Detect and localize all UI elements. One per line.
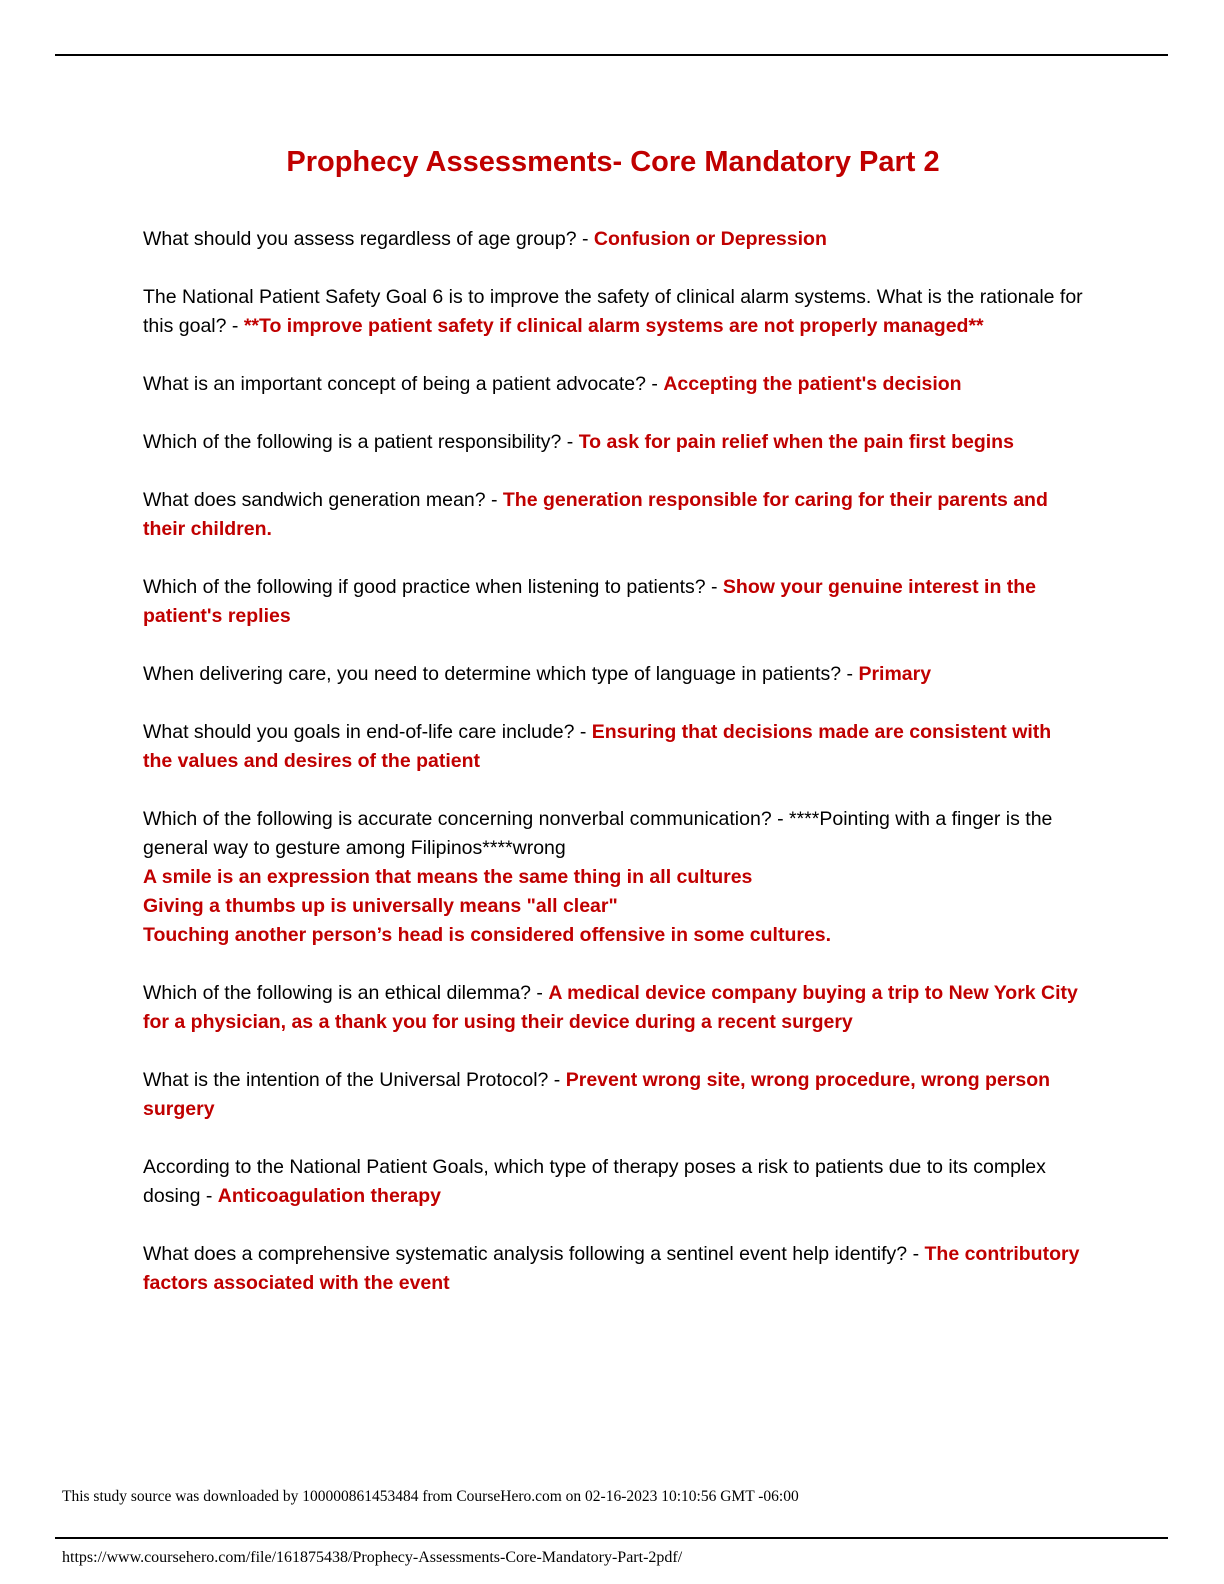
question-text: What is an important concept of being a patient advocate? - (143, 373, 664, 395)
question-text: What does sandwich generation mean? - (143, 489, 503, 511)
qa-item (143, 283, 1083, 341)
question-text: Which of the following is accurate concerning nonverbal communication? - ****Pointing with a finger is the general way to gesture among Filipinos****wrong (143, 808, 1053, 859)
footer-source-line: This study source was downloaded by 100000861453484 from CourseHero.com on 02-16-2023 10:10:56 GMT -06:00 (62, 1488, 799, 1505)
answer-text: Prevent wrong site, wrong procedure, wrong person surgery (143, 1069, 1051, 1120)
question-text: Which of the following is a patient responsibility? - (143, 431, 579, 453)
document-title: Prophecy Assessments- Core Mandatory Part 2 (286, 146, 940, 178)
qa-item (143, 428, 1083, 457)
question-text: The National Patient Safety Goal 6 is to improve the safety of clinical alarm systems. What is the rationale for this goal? - (143, 286, 1083, 337)
answer-text: To ask for pain relief when the pain first begins (578, 431, 1014, 453)
answer-text: Accepting the patient's decision (663, 373, 962, 395)
qa-item (143, 370, 1083, 399)
answer-text: Show your genuine interest in the patient's replies (143, 576, 1037, 627)
footer-url: https://www.coursehero.com/file/161875438/Prophecy-Assessments-Core-Mandatory-Part-2pdf/ (62, 1549, 683, 1566)
answer-text: **To improve patient safety if clinical alarm systems are not properly managed** (243, 315, 984, 337)
answer-text: The contributory factors associated with the event (143, 1243, 1080, 1294)
answer-line: A smile is an expression that means the same thing in all cultures (143, 866, 753, 888)
qa-item (143, 660, 1083, 689)
question-text: According to the National Patient Goals, which type of therapy poses a risk to patients due to its complex dosing - (143, 1156, 1046, 1207)
qa-item (143, 979, 1083, 1037)
answer-text: A medical device company buying a trip to New York City for a physician, as a thank you for using their device during a recent surgery (143, 982, 1078, 1033)
top-rule (55, 54, 1168, 56)
answer-line: Touching another person’s head is considered offensive in some cultures. (143, 924, 832, 946)
question-text: What should you goals in end-of-life care include? - (143, 721, 592, 743)
answer-text: Anticoagulation therapy (217, 1185, 441, 1207)
document-content (143, 146, 1083, 1327)
bottom-rule (55, 1537, 1168, 1539)
qa-item (143, 573, 1083, 631)
question-text: What is the intention of the Universal Protocol? - (143, 1069, 566, 1091)
question-text: What does a comprehensive systematic analysis following a sentinel event help identify? - (143, 1243, 925, 1265)
answer-text: Primary (858, 663, 932, 685)
answer-text: The generation responsible for caring for their parents and their children. (143, 489, 1048, 540)
qa-item (143, 1240, 1083, 1298)
question-text: Which of the following if good practice when listening to patients? - (143, 576, 723, 598)
question-text: When delivering care, you need to determine which type of language in patients? - (143, 663, 859, 685)
qa-item (143, 805, 1083, 950)
qa-item (143, 225, 1083, 254)
answer-line: Giving a thumbs up is universally means "all clear" (143, 895, 618, 917)
answer-text: Ensuring that decisions made are consistent with the values and desires of the patient (143, 721, 1052, 772)
question-text: What should you assess regardless of age group? - (143, 228, 594, 250)
qa-item (143, 718, 1083, 776)
answer-text: Confusion or Depression (593, 228, 827, 250)
qa-item (143, 486, 1083, 544)
qa-item (143, 1066, 1083, 1124)
qa-list (143, 225, 1083, 1298)
question-text: Which of the following is an ethical dilemma? - (143, 982, 549, 1004)
qa-item (143, 1153, 1083, 1211)
